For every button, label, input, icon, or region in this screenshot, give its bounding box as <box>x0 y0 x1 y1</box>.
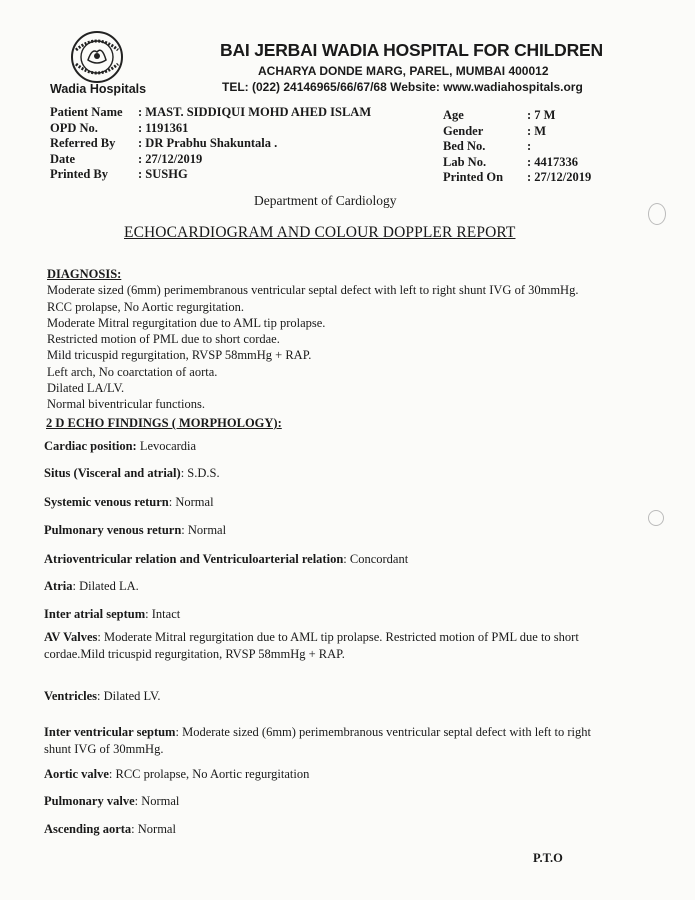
info-label: Patient Name <box>50 105 123 119</box>
info-row-bed-no <box>443 139 591 155</box>
finding-value: : Dilated LA. <box>72 579 139 593</box>
pto-note: P.T.O <box>533 851 563 865</box>
info-label: Printed By <box>50 167 108 181</box>
info-row-printed-by <box>50 167 371 183</box>
finding-aortic-valve <box>44 766 614 783</box>
hospital-name: BAI JERBAI WADIA HOSPITAL FOR CHILDREN <box>220 40 603 60</box>
diagnosis-line: Restricted motion of PML due to short cordae. <box>47 332 280 347</box>
patient-info-right <box>443 108 591 186</box>
info-value: : M <box>527 123 547 138</box>
info-value: : DR Prabhu Shakuntala . <box>138 136 278 150</box>
info-row-date <box>50 152 371 168</box>
findings-heading: 2 D ECHO FINDINGS ( MORPHOLOGY): <box>46 416 282 430</box>
finding-value: : S.D.S. <box>180 466 220 480</box>
finding-label: Aortic valve <box>44 767 109 781</box>
info-row-opd-no <box>50 121 371 137</box>
finding-av-va-relation <box>44 551 614 568</box>
scan-mark <box>648 203 666 225</box>
diagnosis-line: Moderate sized (6mm) perimembranous ventricular septal defect with left to right shunt IVG of 30mmHg. <box>47 283 579 298</box>
finding-inter-ventricular-septum <box>44 724 614 758</box>
finding-label: AV Valves <box>44 630 98 644</box>
info-row-lab-no <box>443 155 591 171</box>
finding-label: Atrioventricular relation and Ventriculoarterial relation <box>44 552 344 566</box>
info-label: OPD No. <box>50 120 98 135</box>
finding-value: : Intact <box>145 607 181 621</box>
finding-label: Inter atrial septum <box>44 607 146 621</box>
diagnosis-line: Dilated LA/LV. <box>47 381 125 396</box>
finding-value: : Normal <box>131 822 176 836</box>
info-label: Gender <box>443 123 484 138</box>
info-row-patient-name <box>50 105 371 121</box>
diagnosis-line: Moderate Mitral regurgitation due to AML tip prolapse. <box>47 315 326 330</box>
finding-value: : Moderate sized (6mm) perimembranous ventricular septal defect with left to right shunt IVG of 30mmHg. <box>44 725 591 756</box>
finding-value: : Normal <box>168 495 214 509</box>
info-value: : SUSHG <box>138 167 188 181</box>
finding-value: Levocardia <box>136 439 197 453</box>
finding-systemic-venous-return <box>44 494 614 511</box>
hospital-contact: TEL: (022) 24146965/66/67/68 Website: www.wadiahospitals.org <box>222 80 583 94</box>
finding-label: Atria <box>44 579 73 593</box>
info-label: Lab No. <box>443 154 487 169</box>
info-value: : 1191361 <box>138 120 189 135</box>
diagnosis-section <box>47 266 578 413</box>
info-row-gender <box>443 124 591 140</box>
info-value: : <box>527 139 532 153</box>
diagnosis-line: Left arch, No coarctation of aorta. <box>47 364 218 379</box>
scan-mark <box>648 510 664 526</box>
info-value: : 27/12/2019 <box>138 151 203 166</box>
finding-label: Cardiac position: <box>44 439 137 453</box>
finding-av-valves <box>44 629 614 663</box>
info-value: : 27/12/2019 <box>527 170 592 184</box>
info-row-printed-on <box>443 170 591 186</box>
diagnosis-line: Normal biventricular functions. <box>47 397 205 412</box>
report-title: ECHOCARDIOGRAM AND COLOUR DOPPLER REPORT <box>124 224 516 241</box>
diagnosis-heading: DIAGNOSIS: <box>47 267 122 281</box>
finding-value: : Dilated LV. <box>97 689 161 703</box>
info-row-referred-by <box>50 136 371 152</box>
info-label: Date <box>50 151 75 166</box>
finding-situs <box>44 465 614 482</box>
hospital-emblem-icon <box>66 30 128 84</box>
finding-inter-atrial-septum <box>44 606 614 623</box>
info-label: Age <box>443 108 464 122</box>
finding-value: : Normal <box>181 523 227 537</box>
info-value: : 7 M <box>527 108 556 122</box>
patient-info-left <box>50 105 371 183</box>
finding-value: : RCC prolapse, No Aortic regurgitation <box>108 767 310 781</box>
finding-label: Ascending aorta <box>44 822 132 836</box>
finding-label: Inter ventricular septum <box>44 725 176 739</box>
finding-ventricles <box>44 688 614 705</box>
finding-pulmonary-venous-return <box>44 522 614 539</box>
finding-label: Pulmonary venous return <box>44 523 182 537</box>
finding-label: Pulmonary valve <box>44 794 135 808</box>
finding-value: : Concordant <box>343 552 409 566</box>
info-row-age <box>443 108 591 124</box>
logo-caption: Wadia Hospitals <box>50 82 147 96</box>
finding-label: Ventricles <box>44 689 97 703</box>
info-label: Referred By <box>50 136 116 150</box>
hospital-address: ACHARYA DONDE MARG, PAREL, MUMBAI 400012 <box>258 64 549 78</box>
finding-value: : Moderate Mitral regurgitation due to AML tip prolapse. Restricted motion of PML due to short cordae.Mild tricuspid regurgitation, RVSP 58mmHg + RAP. <box>44 630 579 661</box>
diagnosis-line: Mild tricuspid regurgitation, RVSP 58mmHg + RAP. <box>47 348 312 363</box>
finding-value: : Normal <box>134 794 180 808</box>
finding-pulmonary-valve <box>44 793 614 810</box>
finding-label: Systemic venous return <box>44 495 169 509</box>
finding-cardiac-position <box>44 438 614 455</box>
info-label: Printed On <box>443 170 504 184</box>
diagnosis-line: RCC prolapse, No Aortic regurgitation. <box>47 299 244 314</box>
info-value: : 4417336 <box>527 154 579 169</box>
info-label: Bed No. <box>443 139 486 153</box>
department: Department of Cardiology <box>254 193 397 208</box>
finding-label: Situs (Visceral and atrial) <box>44 466 181 480</box>
finding-ascending-aorta <box>44 821 614 838</box>
finding-atria <box>44 578 614 595</box>
info-value: : MAST. SIDDIQUI MOHD AHED ISLAM <box>138 105 372 119</box>
